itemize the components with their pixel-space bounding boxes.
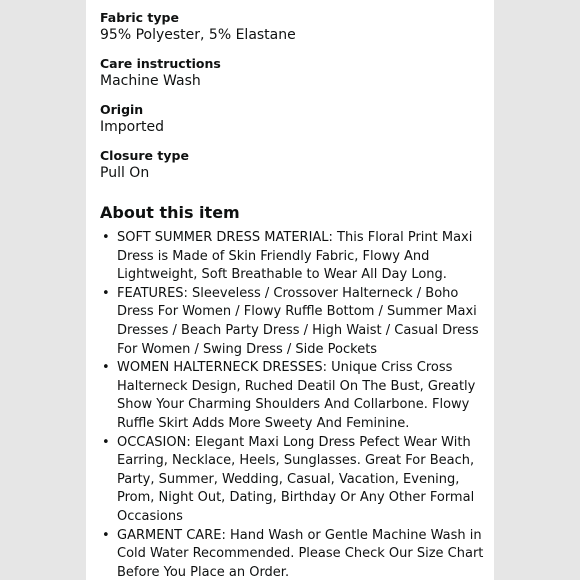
bullet-icon: • [102, 230, 110, 245]
detail-label: Closure type [100, 148, 189, 163]
detail-value: Imported [100, 119, 164, 135]
list-item [100, 527, 484, 580]
detail-value: Machine Wash [100, 73, 201, 89]
detail-label: Fabric type [100, 10, 179, 25]
bullet-icon: • [102, 434, 110, 450]
detail-value: 95% Polyester, 5% Elastane [100, 27, 296, 43]
detail-care-instructions [100, 56, 480, 91]
list-item [100, 434, 484, 527]
detail-label: Care instructions [100, 56, 221, 71]
list-item [100, 285, 484, 359]
bullet-text: OCCASION: Elegant Maxi Long Dress Pefect Wear With Earring, Necklace, Heels, Sunglasses. Great For Beach, Party, Summer, Wedding, Casual, Vacation, Evening, Prom, Night Out, Dating, Birthday Or Any Other Formal Occasions [117, 434, 475, 524]
about-this-item-heading: About this item [100, 203, 240, 222]
list-item [100, 229, 484, 285]
product-details-card [86, 0, 494, 580]
detail-origin [100, 102, 480, 137]
detail-closure-type [100, 148, 480, 183]
bullet-icon: • [102, 285, 110, 301]
product-details-list [100, 10, 480, 194]
bullet-icon: • [102, 527, 110, 543]
bullet-text: GARMENT CARE: Hand Wash or Gentle Machine Wash in Cold Water Recommended. Please Check Our Size Chart Before You Place an Order. [117, 527, 484, 580]
detail-value: Pull On [100, 165, 150, 181]
detail-label: Origin [100, 102, 144, 117]
bullet-icon: • [102, 360, 110, 376]
about-bullet-list [100, 229, 484, 580]
bullet-text: FEATURES: Sleeveless / Crossover Halterneck / Boho Dress For Women / Flowy Ruffle Bottom / Summer Maxi Dresses / Beach Party Dress / High Waist / Casual Dress For Women / Swing Dress / Side Pockets [117, 285, 479, 357]
list-item [100, 359, 484, 433]
bullet-text: WOMEN HALTERNECK DRESSES: Unique Criss Cross Halterneck Design, Ruched Deatil On The Bust, Greatly Show Your Charming Shoulders And Collarbone. Flowy Ruffle Skirt Adds More Sweety And Feminine. [117, 360, 476, 431]
bullet-text: SOFT SUMMER DRESS MATERIAL: This Floral Print Maxi Dress is Made of Skin Friendly Fabric, Flowy And Lightweight, Soft Breathable to Wear All Day Long. [117, 230, 473, 283]
detail-fabric-type [100, 10, 480, 45]
